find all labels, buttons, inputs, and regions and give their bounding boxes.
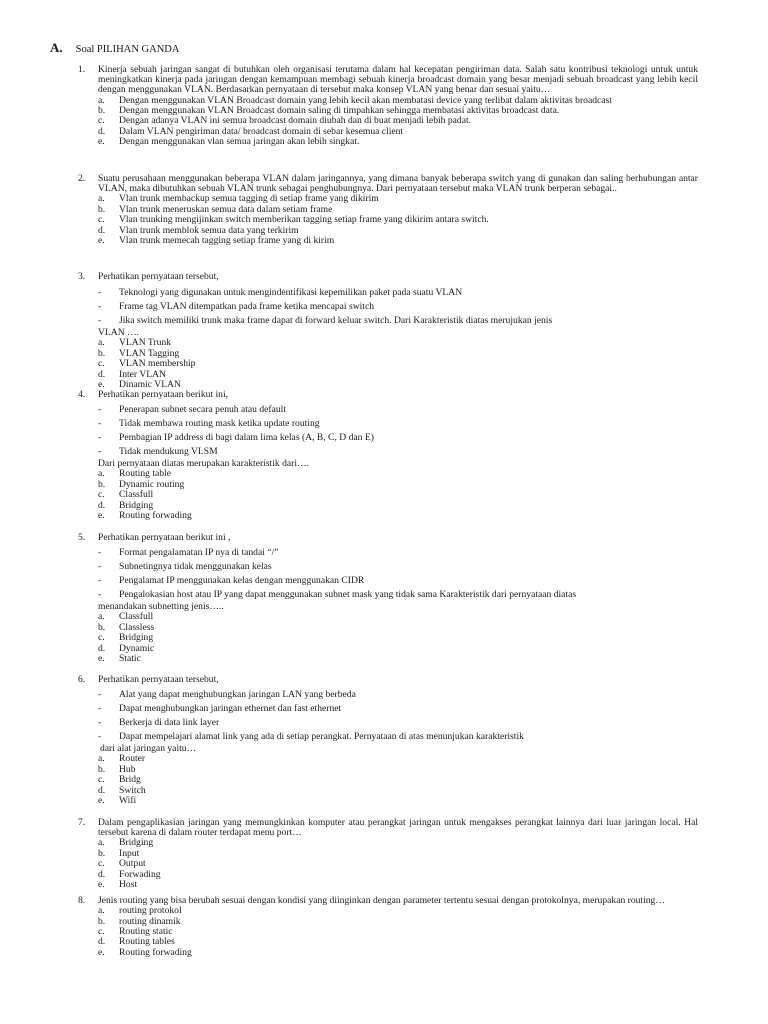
option-label: e. <box>98 794 105 806</box>
bullet-text: Tidak mendukung VLSM <box>119 446 218 458</box>
option-label: d. <box>98 125 106 137</box>
option-d <box>98 870 698 880</box>
option-label: b. <box>98 847 106 859</box>
option-label: e. <box>98 946 105 958</box>
option-label: a. <box>98 94 105 106</box>
option-label: b. <box>98 347 106 359</box>
bullet-text: Format pengalamatan IP nya di tandai “/” <box>119 547 279 559</box>
question-intro: Perhatikan pernyataan tersebut, <box>98 271 219 282</box>
option-label: b. <box>98 203 106 215</box>
question-stem: Dalam pengaplikasian jaringan yang memungkinkan komputer atau perangkat jaringan untuk mengakses perangkat lainnya dari luar jaringan local. Hal tersebut karena di dalam router terdapat menu port… <box>98 817 698 839</box>
section-letter: A. <box>50 40 63 55</box>
option-label: e. <box>98 878 105 890</box>
option-text: Switch <box>119 784 146 796</box>
option-e <box>98 511 698 521</box>
bullet-text: Pengalamat IP menggunakan kelas dengan menggunakan CIDR <box>119 575 365 587</box>
option-text: Output <box>119 858 146 870</box>
option-text: Dengan adanya VLAN ini semua broadcast domain diubah dan di buat menjadi lebih padat. <box>119 115 472 127</box>
option-text: Dengan menggunakan vlan semua jaringan akan lebih singkat. <box>119 136 360 148</box>
question-number: 7. <box>78 817 86 828</box>
option-a <box>98 338 698 348</box>
option-text: VLAN Tagging <box>119 347 180 359</box>
section-heading <box>50 40 179 56</box>
option-label: c. <box>98 774 105 786</box>
bullet-item: - Teknologi yang digunakan untuk mengindentifikasi kepemilikan paket pada suatu VLAN <box>98 287 463 299</box>
option-c <box>98 775 698 785</box>
option-d <box>98 370 698 380</box>
option-label: c. <box>98 214 105 226</box>
option-a <box>98 838 698 848</box>
question-number: 4. <box>78 389 86 400</box>
option-text: Bridging <box>119 837 154 849</box>
bullet-item: - Pengalokasian host atau IP yang dapat menggunakan subnet mask yang tidak sama Karakteristik dari pernyataan diatas <box>98 589 577 601</box>
question-intro: Perhatikan pernyataan berikut ini , <box>98 532 231 543</box>
bullet-item: - Format pengalamatan IP nya di tandai “/” <box>98 547 279 559</box>
option-text: Static <box>119 652 141 664</box>
bullet-text: Berkerja di data link layer <box>119 717 220 729</box>
option-text: Routing table <box>119 468 171 480</box>
option-c <box>98 490 698 500</box>
question-tail: Dari pernyataan diatas merupakan karakteristik dari…. <box>98 458 309 470</box>
question-8 <box>78 896 698 958</box>
option-e <box>98 654 698 664</box>
option-text: Routing forwading <box>119 946 192 958</box>
option-text: Hub <box>119 763 136 775</box>
question-number: 3. <box>78 271 86 282</box>
option-label: e. <box>98 378 105 390</box>
bullet-item: - Frame tag VLAN ditempatkan pada frame ketika mencapai switch <box>98 301 375 313</box>
option-c <box>98 859 698 869</box>
bullet-item: - Pembagian IP address di bagi dalam lima kelas (A, B, C, D dan E) <box>98 432 374 444</box>
option-label: a. <box>98 837 105 849</box>
option-b <box>98 480 698 490</box>
question-tail: menandakan subnetting jenis….. <box>98 601 224 613</box>
option-label: c. <box>98 925 105 937</box>
question-number: 8. <box>78 895 86 906</box>
option-text: VLAN Trunk <box>119 337 171 349</box>
option-label: c. <box>98 115 105 127</box>
option-label: a. <box>98 611 105 623</box>
option-text: Vlan trunking mengijinkan switch memberikan tagging setiap frame yang dikirim antara switch. <box>119 214 489 226</box>
question-1 <box>78 65 698 148</box>
option-text: Vlan trunk memblok semua data yang terkirim <box>119 224 299 236</box>
section-title: Soal PILIHAN GANDA <box>75 44 180 55</box>
bullet-item: - Pengalamat IP menggunakan kelas dengan menggunakan CIDR <box>98 575 365 587</box>
question-intro: Perhatikan pernyataan tersebut, <box>98 674 219 685</box>
option-text: routing dinamik <box>119 915 181 927</box>
option-text: Vlan trunk meneruskan semua data dalam setiam frame <box>119 203 333 215</box>
option-e <box>98 880 698 890</box>
option-c <box>98 633 698 643</box>
option-text: Dengan menggunakan VLAN Broadcast domain saling di timpahkan sehingga membatasi aktivitas broadcast data. <box>119 105 560 116</box>
option-label: e. <box>98 652 105 664</box>
option-text: Forwading <box>119 868 161 880</box>
bullet-text: Pengalokasian host atau IP yang dapat menggunakan subnet mask yang tidak sama Karakteristik dari pernyataan diatas <box>119 589 577 601</box>
bullet-item: - Subnetingnya tidak menggunakan kelas <box>98 561 272 573</box>
option-e <box>98 236 698 246</box>
option-d <box>98 644 698 654</box>
option-b <box>98 917 698 927</box>
option-text: VLAN membership <box>119 358 196 370</box>
option-label: d. <box>98 868 106 880</box>
option-label: d. <box>98 499 106 511</box>
option-a <box>98 906 698 916</box>
option-label: d. <box>98 642 106 654</box>
option-label: c. <box>98 858 105 870</box>
bullet-item: - Alat yang dapat menghubungkan jaringan LAN yang berbeda <box>98 689 356 701</box>
question-number: 6. <box>78 674 86 685</box>
option-label: b. <box>98 105 106 116</box>
option-b <box>98 765 698 775</box>
option-label: c. <box>98 632 105 644</box>
question-number: 2. <box>78 173 86 184</box>
option-d <box>98 786 698 796</box>
option-label: a. <box>98 337 105 349</box>
bullet-text: Tidak membawa routing mask ketika update routing <box>119 418 320 430</box>
option-label: b. <box>98 763 106 775</box>
bullet-text: Pembagian IP address di bagi dalam lima kelas (A, B, C, D dan E) <box>119 432 374 444</box>
option-text: Bridging <box>119 499 154 511</box>
bullet-item: - Dapat mempelajari alamat link yang ada di setiap perangkat. Pernyataan di atas menunjukan karakteristik <box>98 731 524 743</box>
option-text: Classless <box>119 621 155 633</box>
option-text: Vlan trunk membackup semua tagging di setiap frame yang dikirim <box>119 193 379 205</box>
bullet-text: Dapat menghubungkan jaringan ethernet dan fast ethernet <box>119 703 342 715</box>
option-text: Router <box>119 753 146 765</box>
question-stem: Jenis routing yang bisa berubah sesuai dengan kondisi yang diinginkan dengan parameter tertentu sesuai dengan protokolnya, merupakan routing… <box>98 895 665 906</box>
bullet-item: - Jika switch memiliki trunk maka frame dapat di forward keluar switch. Dari Karakteristik diatas merujukan jenis <box>98 315 553 327</box>
bullet-item: - Tidak mendukung VLSM <box>98 446 218 458</box>
option-text: Dynamic <box>119 642 155 654</box>
bullet-text: Subnetingnya tidak menggunakan kelas <box>119 561 272 573</box>
bullet-item: - Tidak membawa routing mask ketika update routing <box>98 418 320 430</box>
option-label: c. <box>98 358 105 370</box>
option-label: e. <box>98 234 105 246</box>
question-number: 5. <box>78 532 86 543</box>
bullet-text: Frame tag VLAN ditempatkan pada frame ketika mencapai switch <box>119 301 375 313</box>
option-text: Wifi <box>119 794 137 806</box>
option-text: Vlan trunk memecah tagging setiap frame yang di kirim <box>119 234 335 246</box>
bullet-item: - Berkerja di data link layer <box>98 717 220 729</box>
option-a <box>98 612 698 622</box>
option-label: c. <box>98 489 105 501</box>
question-5 <box>78 533 698 664</box>
option-c <box>98 927 698 937</box>
option-e <box>98 948 698 958</box>
option-label: a. <box>98 193 105 205</box>
option-text: Dengan menggunakan VLAN Broadcast domain yang lebih kecil akan membatasi device yang terlibat dalam aktivitas broadcast <box>119 94 612 106</box>
option-text: Host <box>119 878 138 890</box>
option-label: e. <box>98 509 105 521</box>
option-text: Inter VLAN <box>119 368 166 380</box>
option-label: b. <box>98 478 106 490</box>
option-text: Dinamic VLAN <box>119 378 181 390</box>
question-3 <box>78 272 698 390</box>
bullet-text: Dapat mempelajari alamat link yang ada di setiap perangkat. Pernyataan di atas menunjukan karakteristik <box>119 731 524 743</box>
option-a <box>98 754 698 764</box>
option-text: Dalam VLAN pengiriman data/ broadcast domain di sebar kesemua client <box>119 125 404 137</box>
option-b <box>98 849 698 859</box>
question-intro: Perhatikan pernyataan berikut ini, <box>98 389 229 400</box>
option-text: Routing static <box>119 925 173 937</box>
option-text: Routing forwading <box>119 509 192 521</box>
question-4 <box>78 390 698 521</box>
option-text: Classfull <box>119 489 154 501</box>
bullet-item: - Penerapan subnet secara penuh atau default <box>98 404 287 416</box>
option-text: Input <box>119 847 140 859</box>
question-number: 1. <box>78 64 86 75</box>
option-label: d. <box>98 936 106 948</box>
bullet-item: - Dapat menghubungkan jaringan ethernet dan fast ethernet <box>98 703 342 715</box>
question-6 <box>78 675 698 806</box>
option-label: d. <box>98 368 106 380</box>
option-label: b. <box>98 915 106 927</box>
question-7 <box>78 818 698 890</box>
option-text: Classfull <box>119 611 154 623</box>
option-label: b. <box>98 621 106 633</box>
bullet-text: Alat yang dapat menghubungkan jaringan LAN yang berbeda <box>119 689 356 701</box>
bullet-text: Penerapan subnet secara penuh atau default <box>119 404 287 416</box>
option-text: Routing tables <box>119 936 175 948</box>
option-label: a. <box>98 753 105 765</box>
option-e <box>98 796 698 806</box>
bullet-text: Jika switch memiliki trunk maka frame dapat di forward keluar switch. Dari Karakteristik diatas merujukan jenis <box>119 315 553 327</box>
option-label: a. <box>98 905 105 917</box>
option-text: Bridg <box>119 774 141 786</box>
question-2 <box>78 174 698 246</box>
bullet-text: Teknologi yang digunakan untuk mengindentifikasi kepemilikan paket pada suatu VLAN <box>119 287 463 299</box>
question-tail: VLAN …. <box>98 327 140 339</box>
option-text: routing protokol <box>119 905 182 917</box>
question-tail: dari alat jaringan yaitu… <box>100 743 197 755</box>
option-label: d. <box>98 224 106 236</box>
question-stem: Kinerja sebuah jaringan sangat di butuhkan oleh organisasi terutama dalam hal kecepatan pengiriman data. Salah satu kontribusi teknologi untuk untuk meningkatkan kinerja pada jaringan dengan kemampuan membagi sebuah kinerja broadcast domain yang besar menjadi sebuah broadcast yang lebih kecil dengan menggunakan VLAN. Berdasarkan pernyataan di tersebut maka konsep VLAN yang benar dan sesuai yaitu… <box>98 64 698 96</box>
option-text: Bridging <box>119 632 154 644</box>
option-a <box>98 469 698 479</box>
option-label: d. <box>98 784 106 796</box>
option-e <box>98 137 698 147</box>
option-b <box>98 623 698 633</box>
option-label: e. <box>98 136 105 148</box>
option-c <box>98 359 698 369</box>
option-label: a. <box>98 468 105 480</box>
question-stem: Suatu perusahaan menggunakan beberapa VLAN dalam jaringannya, yang dimana banyak beberapa switch yang di gunakan dan saling berhubungan antar VLAN, maka dibutuhkan sebuah VLAN trunk sebagai penghubungnya. Dari pernyataan tersebut maka VLAN trunk berperan sebagai.. <box>98 173 698 195</box>
option-text: Dynamic routing <box>119 478 185 490</box>
